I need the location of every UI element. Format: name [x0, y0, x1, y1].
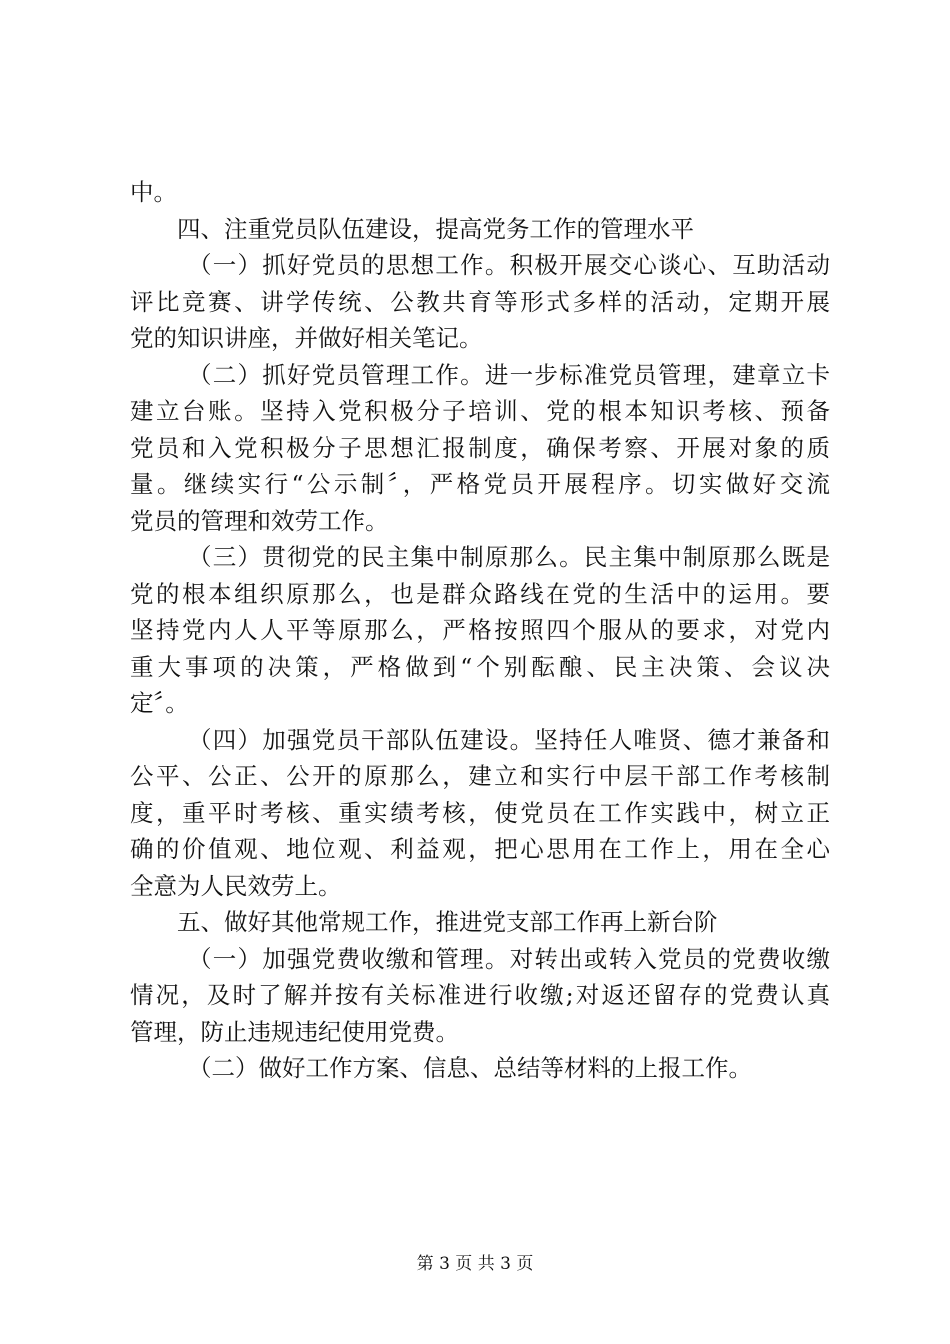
- page-number-footer: 第 3 页 共 3 页: [416, 1254, 534, 1274]
- paragraph-line: 党的根本组织原那么，也是群众路线在党的生活中的运用。要: [130, 579, 830, 608]
- text-line: 中。: [130, 178, 177, 206]
- paragraph-line: （二）抓好党员管理工作。进一步标准党员管理，建章立卡: [188, 360, 830, 389]
- paragraph-line: 度，重平时考核、重实绩考核，使党员在工作实践中，树立正: [130, 798, 830, 827]
- section-heading: 五、做好其他常规工作，推进党支部工作再上新台阶: [177, 908, 718, 936]
- paragraph-line: 党员的管理和效劳工作。: [130, 506, 389, 535]
- paragraph-line: 党的知识讲座，并做好相关笔记。: [130, 324, 483, 352]
- paragraph-line: 情况，及时了解并按有关标准进行收缴;对返还留存的党费认真: [130, 981, 830, 1009]
- paragraph-line: 建立台账。坚持入党积极分子培训、党的根本知识考核、预备: [130, 397, 830, 425]
- paragraph-line: 重大事项的决策，严格做到“个别酝酿、民主决策、会议决: [130, 652, 830, 681]
- paragraph-line: （二）做好工作方案、信息、总结等材料的上报工作。: [188, 1054, 752, 1082]
- document-body: [130, 174, 830, 1087]
- paragraph-line: （一）抓好党员的思想工作。积极开展交心谈心、互助活动: [188, 251, 830, 279]
- paragraph-line: 确的价值观、地位观、利益观，把心思用在工作上，用在全心: [130, 835, 830, 863]
- paragraph-line: （三）贯彻党的民主集中制原那么。民主集中制原那么既是: [188, 543, 830, 571]
- section-heading: 四、注重党员队伍建设，提高党务工作的管理水平: [177, 214, 694, 243]
- paragraph-line: 量。继续实行“公示制〞，严格党员开展程序。切实做好交流: [130, 470, 830, 498]
- paragraph-line: 定〞。: [130, 689, 189, 717]
- paragraph-line: 评比竞赛、讲学传统、公教共育等形式多样的活动，定期开展: [130, 287, 830, 316]
- paragraph-line: （四）加强党员干部队伍建设。坚持任人唯贤、德才兼备和: [188, 725, 830, 754]
- paragraph-line: 全意为人民效劳上。: [130, 871, 342, 900]
- paragraph-line: （一）加强党费收缴和管理。对转出或转入党员的党费收缴: [188, 944, 830, 973]
- paragraph-line: 管理，防止违规违纪使用党费。: [130, 1017, 459, 1046]
- paragraph-line: 坚持党内人人平等原那么，严格按照四个服从的要求，对党内: [130, 616, 830, 644]
- paragraph-line: 党员和入党积极分子思想汇报制度，确保考察、开展对象的质: [130, 433, 830, 462]
- paragraph-line: 公平、公正、公开的原那么，建立和实行中层干部工作考核制: [130, 762, 830, 790]
